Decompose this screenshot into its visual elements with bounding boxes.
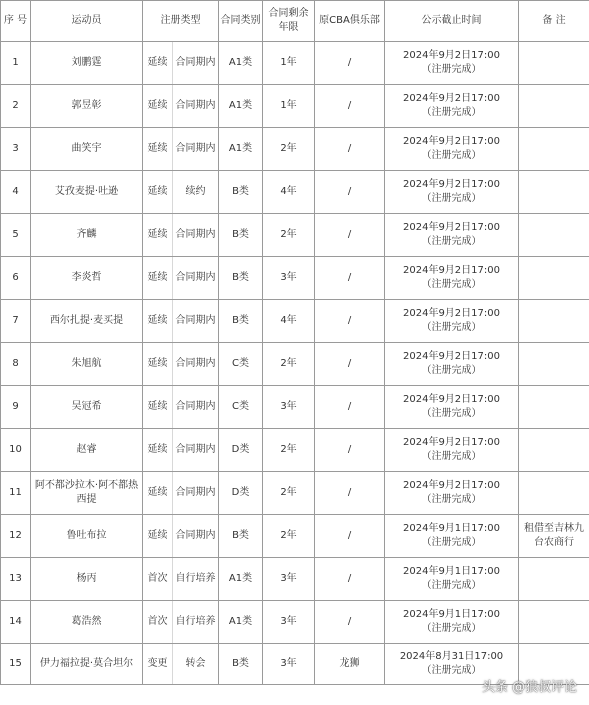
cell-deadline (385, 601, 519, 644)
cell-remaining-years: 2年 (263, 515, 315, 558)
cell-index: 12 (1, 515, 31, 558)
header-athlete: 运动员 (31, 1, 143, 42)
cell-index: 13 (1, 558, 31, 601)
cell-former-club: / (315, 558, 385, 601)
deadline-status: （注册完成） (421, 665, 482, 676)
deadline-status: （注册完成） (421, 494, 482, 505)
cell-index: 5 (1, 214, 31, 257)
cell-registration-type-a: 延续 (143, 386, 173, 429)
cell-deadline (385, 214, 519, 257)
cell-index: 4 (1, 171, 31, 214)
header-remaining-years: 合同剩余年限 (263, 1, 315, 42)
cell-remarks (519, 386, 589, 429)
cell-athlete: 齐麟 (31, 214, 143, 257)
cell-remarks (519, 601, 589, 644)
cell-remaining-years: 4年 (263, 300, 315, 343)
deadline-time: 2024年9月2日17:00 (403, 222, 500, 233)
deadline-time: 2024年9月2日17:00 (403, 308, 500, 319)
cell-remaining-years: 3年 (263, 558, 315, 601)
cell-contract-class: B类 (219, 515, 263, 558)
deadline-time: 2024年9月1日17:00 (403, 609, 500, 620)
cell-index: 14 (1, 601, 31, 644)
deadline-status: （注册完成） (421, 365, 482, 376)
cell-remarks (519, 472, 589, 515)
deadline-time: 2024年9月2日17:00 (403, 93, 500, 104)
cell-index: 8 (1, 343, 31, 386)
table-row (1, 472, 589, 515)
cell-remaining-years: 2年 (263, 214, 315, 257)
cell-registration-type-a: 延续 (143, 214, 173, 257)
cell-former-club: / (315, 85, 385, 128)
cell-athlete: 郭昱彰 (31, 85, 143, 128)
cell-registration-type-a: 延续 (143, 85, 173, 128)
cell-deadline (385, 128, 519, 171)
cell-index: 3 (1, 128, 31, 171)
cell-registration-type-a: 延续 (143, 171, 173, 214)
cell-index: 2 (1, 85, 31, 128)
cell-contract-class: A1类 (219, 42, 263, 85)
cell-registration-type-b: 合同期内 (173, 128, 219, 171)
cell-registration-type-a: 延续 (143, 257, 173, 300)
cell-registration-type-b: 续约 (173, 171, 219, 214)
deadline-status: （注册完成） (421, 537, 482, 548)
cell-remaining-years: 4年 (263, 171, 315, 214)
cell-remaining-years: 1年 (263, 42, 315, 85)
deadline-status: （注册完成） (421, 322, 482, 333)
cell-remarks (519, 300, 589, 343)
cell-registration-type-b: 合同期内 (173, 429, 219, 472)
table-row (1, 300, 589, 343)
cell-index: 10 (1, 429, 31, 472)
cell-registration-type-b: 合同期内 (173, 257, 219, 300)
cell-former-club: / (315, 300, 385, 343)
cell-deadline (385, 558, 519, 601)
cell-contract-class: A1类 (219, 128, 263, 171)
deadline-time: 2024年9月2日17:00 (403, 437, 500, 448)
cell-athlete: 西尔扎提·麦买提 (31, 300, 143, 343)
table-header-row (1, 1, 589, 42)
cell-athlete: 李炎哲 (31, 257, 143, 300)
header-deadline: 公示截止时间 (385, 1, 519, 42)
cell-athlete: 杨丙 (31, 558, 143, 601)
table-row (1, 214, 589, 257)
cell-athlete: 鲁吐布拉 (31, 515, 143, 558)
watermark-text: 头条 @狼叔评论 (481, 680, 577, 695)
cell-index: 9 (1, 386, 31, 429)
cell-former-club: / (315, 601, 385, 644)
cell-remaining-years: 2年 (263, 343, 315, 386)
cell-registration-type-a: 延续 (143, 515, 173, 558)
cell-registration-type-b: 合同期内 (173, 85, 219, 128)
cell-registration-type-b: 合同期内 (173, 515, 219, 558)
cell-contract-class: B类 (219, 214, 263, 257)
cell-remaining-years: 2年 (263, 429, 315, 472)
cell-registration-type-a: 延续 (143, 128, 173, 171)
deadline-status: （注册完成） (421, 580, 482, 591)
table-row (1, 42, 589, 85)
deadline-status: （注册完成） (421, 64, 482, 75)
cell-former-club: / (315, 429, 385, 472)
cell-former-club: / (315, 472, 385, 515)
table-row (1, 85, 589, 128)
cell-deadline (385, 429, 519, 472)
cell-contract-class: B类 (219, 300, 263, 343)
header-registration-type: 注册类型 (143, 1, 219, 42)
cell-contract-class: B类 (219, 644, 263, 685)
cell-registration-type-a: 延续 (143, 429, 173, 472)
table-row (1, 558, 589, 601)
header-former-club: 原CBA俱乐部 (315, 1, 385, 42)
deadline-time: 2024年9月2日17:00 (403, 394, 500, 405)
cell-remarks (519, 429, 589, 472)
deadline-time: 2024年9月2日17:00 (403, 50, 500, 61)
cell-remaining-years: 3年 (263, 601, 315, 644)
cell-remarks (519, 558, 589, 601)
cell-registration-type-a: 延续 (143, 472, 173, 515)
table-row (1, 601, 589, 644)
table-row (1, 171, 589, 214)
cell-registration-type-b: 自行培养 (173, 558, 219, 601)
cell-contract-class: C类 (219, 343, 263, 386)
cell-remarks (519, 343, 589, 386)
cell-contract-class: D类 (219, 429, 263, 472)
cell-deadline (385, 472, 519, 515)
cell-remarks (519, 257, 589, 300)
cell-former-club: / (315, 214, 385, 257)
cell-athlete: 葛浩然 (31, 601, 143, 644)
deadline-status: （注册完成） (421, 107, 482, 118)
cell-remaining-years: 2年 (263, 128, 315, 171)
cell-registration-type-b: 转会 (173, 644, 219, 685)
cell-deadline (385, 171, 519, 214)
cell-index: 11 (1, 472, 31, 515)
cell-remaining-years: 3年 (263, 257, 315, 300)
table-row (1, 128, 589, 171)
cell-athlete: 伊力福拉提·莫合坦尔 (31, 644, 143, 685)
deadline-time: 2024年9月2日17:00 (403, 351, 500, 362)
cell-former-club: / (315, 386, 385, 429)
cell-athlete: 刘鹏霆 (31, 42, 143, 85)
cell-contract-class: C类 (219, 386, 263, 429)
cell-registration-type-a: 延续 (143, 343, 173, 386)
cell-athlete: 朱旭航 (31, 343, 143, 386)
cell-registration-type-b: 合同期内 (173, 386, 219, 429)
deadline-status: （注册完成） (421, 451, 482, 462)
cell-former-club: 龙狮 (315, 644, 385, 685)
deadline-time: 2024年9月2日17:00 (403, 265, 500, 276)
cell-contract-class: A1类 (219, 85, 263, 128)
cell-index: 15 (1, 644, 31, 685)
deadline-time: 2024年9月2日17:00 (403, 136, 500, 147)
cell-athlete: 阿不都沙拉木·阿不都热西提 (31, 472, 143, 515)
cell-index: 6 (1, 257, 31, 300)
deadline-status: （注册完成） (421, 279, 482, 290)
cell-former-club: / (315, 515, 385, 558)
cell-athlete: 艾孜麦提·吐逊 (31, 171, 143, 214)
cell-registration-type-b: 合同期内 (173, 300, 219, 343)
cell-deadline (385, 515, 519, 558)
cell-deadline (385, 300, 519, 343)
cell-remaining-years: 1年 (263, 85, 315, 128)
cell-deadline (385, 386, 519, 429)
deadline-time: 2024年8月31日17:00 (399, 651, 504, 662)
deadline-status: （注册完成） (421, 408, 482, 419)
cell-remaining-years: 2年 (263, 472, 315, 515)
table-row (1, 257, 589, 300)
cell-remarks (519, 42, 589, 85)
cell-remaining-years: 3年 (263, 644, 315, 685)
cell-registration-type-a: 延续 (143, 300, 173, 343)
cell-contract-class: A1类 (219, 558, 263, 601)
cell-registration-type-b: 合同期内 (173, 214, 219, 257)
deadline-status: （注册完成） (421, 236, 482, 247)
source-watermark (482, 676, 577, 695)
cell-registration-type-b: 自行培养 (173, 601, 219, 644)
cell-registration-type-a: 变更 (143, 644, 173, 685)
deadline-time: 2024年9月2日17:00 (403, 480, 500, 491)
cell-former-club: / (315, 257, 385, 300)
table-row (1, 386, 589, 429)
cell-registration-type-b: 合同期内 (173, 42, 219, 85)
cell-athlete: 赵睿 (31, 429, 143, 472)
cell-remarks (519, 214, 589, 257)
deadline-status: （注册完成） (421, 150, 482, 161)
cell-remarks (519, 171, 589, 214)
header-contract-class: 合同类别 (219, 1, 263, 42)
cell-registration-type-b: 合同期内 (173, 472, 219, 515)
table-row (1, 515, 589, 558)
cell-former-club: / (315, 42, 385, 85)
cell-contract-class: B类 (219, 171, 263, 214)
cell-contract-class: D类 (219, 472, 263, 515)
cell-registration-type-b: 合同期内 (173, 343, 219, 386)
table-row (1, 343, 589, 386)
cell-deadline (385, 42, 519, 85)
cell-index: 7 (1, 300, 31, 343)
deadline-time: 2024年9月1日17:00 (403, 523, 500, 534)
cell-remarks: 租借至吉林九台农商行 (519, 515, 589, 558)
cell-former-club: / (315, 171, 385, 214)
cell-former-club: / (315, 128, 385, 171)
cell-deadline (385, 85, 519, 128)
header-index: 序 号 (1, 1, 31, 42)
cell-registration-type-a: 首次 (143, 601, 173, 644)
cell-remarks (519, 85, 589, 128)
cell-remarks (519, 128, 589, 171)
cell-deadline (385, 343, 519, 386)
cell-registration-type-a: 首次 (143, 558, 173, 601)
cell-remaining-years: 3年 (263, 386, 315, 429)
deadline-status: （注册完成） (421, 623, 482, 634)
cell-athlete: 吴冠希 (31, 386, 143, 429)
cell-contract-class: A1类 (219, 601, 263, 644)
deadline-time: 2024年9月2日17:00 (403, 179, 500, 190)
deadline-status: （注册完成） (421, 193, 482, 204)
cell-contract-class: B类 (219, 257, 263, 300)
cell-registration-type-a: 延续 (143, 42, 173, 85)
cell-former-club: / (315, 343, 385, 386)
cell-deadline (385, 257, 519, 300)
header-remarks: 备 注 (519, 1, 589, 42)
cell-athlete: 曲笑宇 (31, 128, 143, 171)
table-row (1, 429, 589, 472)
deadline-time: 2024年9月1日17:00 (403, 566, 500, 577)
cell-index: 1 (1, 42, 31, 85)
